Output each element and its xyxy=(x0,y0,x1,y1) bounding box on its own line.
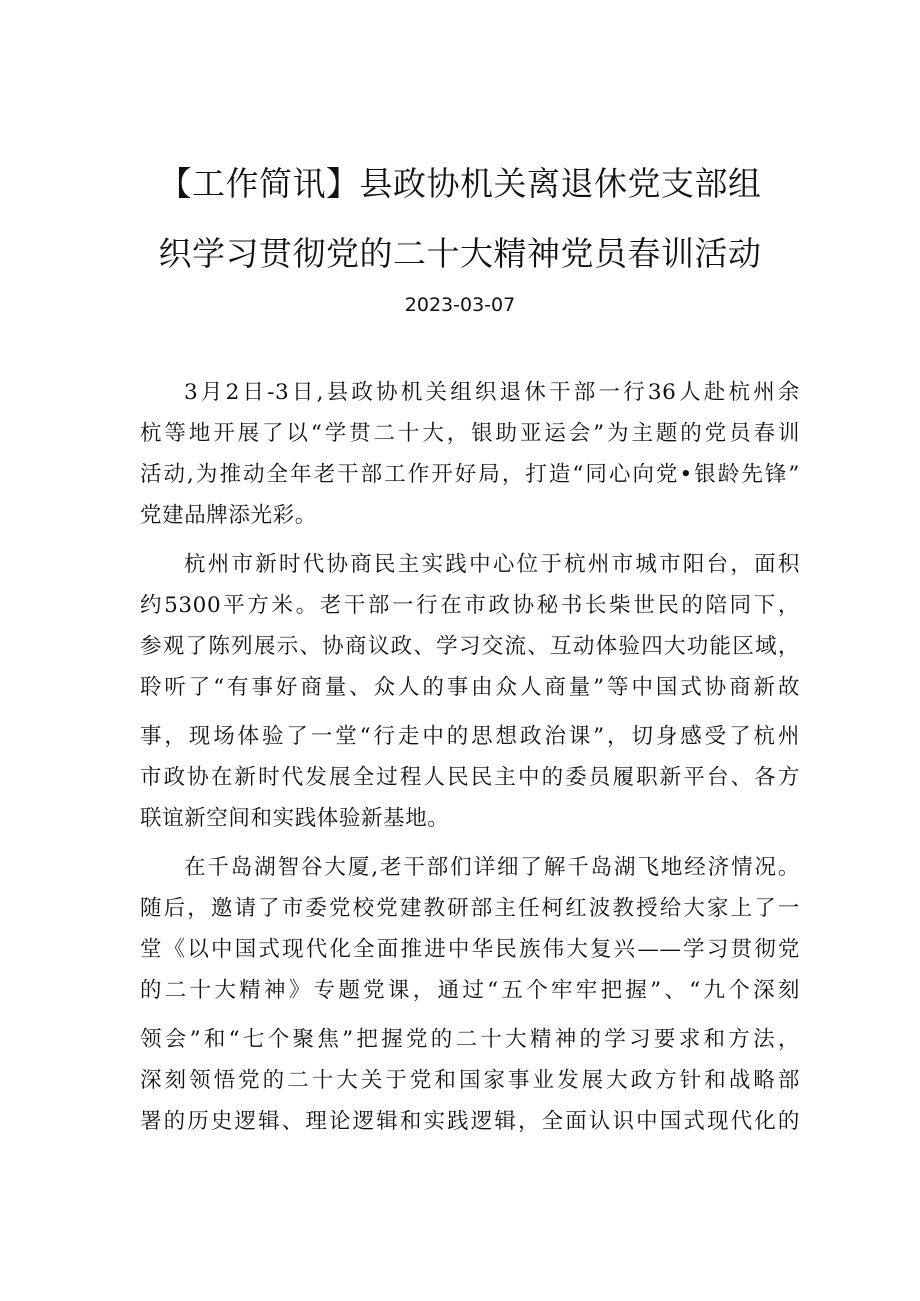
paragraph-1-line-1: 3月2日-3日,县政协机关组织退休干部一行36人赴杭州余 xyxy=(184,380,800,405)
paragraph-3-line-3: 堂《以中国式现代化全面推进中华民族伟大复兴——学习贯彻党 xyxy=(140,937,800,962)
paragraph-3-line-2: 随后，邀请了市委党校党建教研部主任柯红波教授给大家上了一 xyxy=(140,896,800,921)
title-line-2: 织学习贯彻党的二十大精神党员春训活动 xyxy=(158,234,762,273)
paragraph-2-line-5: 事，现场体验了一堂“行走中的思想政治课”，切身感受了杭州 xyxy=(140,724,800,749)
paragraph-1-line-4: 党建品牌添光彩。 xyxy=(140,503,317,528)
paragraph-2-line-1: 杭州市新时代协商民主实践中心位于杭州市城市阳台，面积 xyxy=(184,552,800,577)
paragraph-2-line-3: 参观了陈列展示、协商议政、学习交流、互动体验四大功能区域， xyxy=(140,634,800,659)
paragraph-2-line-7: 联谊新空间和实践体验新基地。 xyxy=(140,806,450,831)
paragraph-1-line-2: 杭等地开展了以“学贯二十大，银助亚运会”为主题的党员春训 xyxy=(140,421,800,446)
publish-date: 2023-03-07 xyxy=(404,294,516,316)
paragraph-3-line-4: 的二十大精神》专题党课，通过“五个牢牢把握”、“九个深刻 xyxy=(140,978,800,1003)
paragraph-2-line-4: 聆听了“有事好商量、众人的事由众人商量”等中国式协商新故 xyxy=(140,675,800,700)
paragraph-3-line-1: 在千岛湖智谷大厦,老干部们详细了解千岛湖飞地经济情况。 xyxy=(184,855,800,880)
title-line-1: 【工作简讯】县政协机关离退休党支部组 xyxy=(158,164,762,203)
paragraph-1-line-3: 活动,为推动全年老干部工作开好局，打造“同心向党•银龄先锋” xyxy=(140,462,800,487)
paragraph-2-line-2: 约5300平方米。老干部一行在市政协秘书长柴世民的陪同下， xyxy=(140,593,800,618)
paragraph-3-line-6: 深刻领悟党的二十大关于党和国家事业发展大政方针和战略部 xyxy=(140,1068,800,1093)
paragraph-2-line-6: 市政协在新时代发展全过程人民民主中的委员履职新平台、各方 xyxy=(140,765,800,790)
paragraph-3-line-7: 署的历史逻辑、理论逻辑和实践逻辑，全面认识中国式现代化的 xyxy=(140,1109,800,1134)
paragraph-3-line-5: 领会”和“七个聚焦”把握党的二十大精神的学习要求和方法， xyxy=(140,1027,800,1052)
